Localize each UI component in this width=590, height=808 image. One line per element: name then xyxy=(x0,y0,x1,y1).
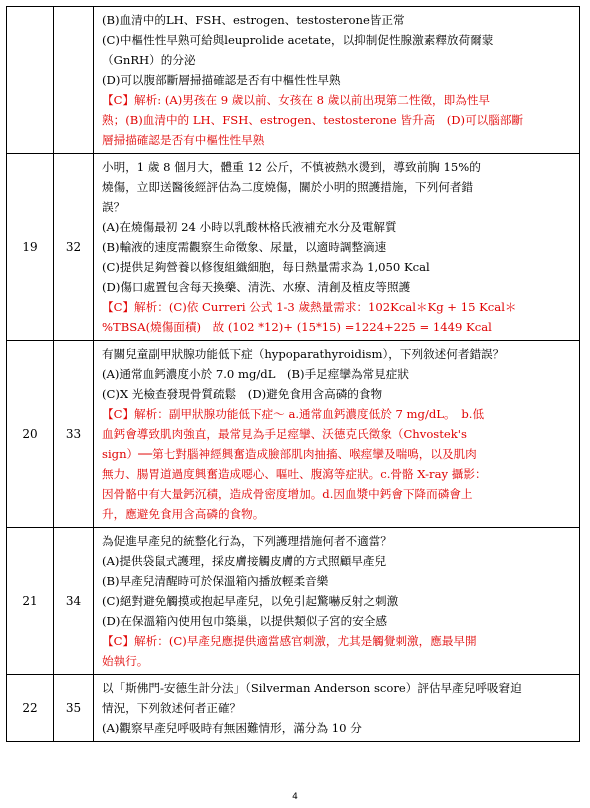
item-number-cell: 20 xyxy=(7,341,54,528)
item-number-cell: 19 xyxy=(7,154,54,341)
question-content-cell xyxy=(94,154,580,341)
question-text-line: 以「斯佛門-安德生計分法」（Silverman Anderson score）評估早產兒呼吸窘迫 xyxy=(102,681,522,695)
answer-explanation-line: 【C】解析：副甲狀腺功能低下症～ a.通常血鈣濃度低於 7 mg/dL。 b.低 xyxy=(102,407,485,421)
question-text-line: （GnRH）的分泌 xyxy=(102,53,196,67)
question-text-line: (C)絕對避免觸摸或抱起早產兒，以免引起驚嚇反射之刺激 xyxy=(102,594,399,608)
question-text-line: (C)X 光檢查發現骨質疏鬆 (D)避免食用含高磷的食物 xyxy=(102,387,383,401)
question-text-line: (B)血清中的LH、FSH、estrogen、testosterone皆正常 xyxy=(102,13,405,27)
question-text-line: (D)可以腹部斷層掃描確認是否有中樞性性早熟 xyxy=(102,73,341,87)
question-text-line: 誤？ xyxy=(102,200,126,214)
answer-explanation-line: 【C】解析: (A)男孩在 9 歲以前、女孩在 8 歲以前出現第二性徵，即為性早 xyxy=(102,93,491,107)
question-content-cell xyxy=(94,341,580,528)
answer-explanation-line: 因骨骼中有大量鈣沉積，造成骨密度增加。d.因血漿中鈣會下降而磷會上 xyxy=(102,487,473,501)
answer-explanation-line: 【C】解析：(C)早產兒應提供適當感官刺激，尤其是觸覺刺激，應最早開 xyxy=(102,634,477,648)
answer-explanation-line: sign）──第七對腦神經興奮造成臉部肌肉抽搐、喉痙攣及喘鳴，以及肌肉 xyxy=(102,447,477,461)
answer-explanation-line: 始執行。 xyxy=(102,654,149,668)
answer-explanation-line: 血鈣會導致肌肉強直，最常見為手足痙攣、沃德克氏徵象（Chvostek's xyxy=(102,427,467,441)
answer-explanation-line: 層掃描確認是否有中樞性性早熟 xyxy=(102,133,265,147)
question-text-line: (B)輸液的速度需觀察生命徵象、尿量，以適時調整滴速 xyxy=(102,240,387,254)
item-number-cell: 22 xyxy=(7,675,54,742)
question-text-line: (A)觀察早產兒呼吸時有無困難情形，滿分為 10 分 xyxy=(102,721,362,735)
question-number-cell: 33 xyxy=(54,341,94,528)
question-number-cell xyxy=(54,7,94,154)
question-table xyxy=(6,6,580,742)
answer-explanation-line: 【C】解析：(C)依 Curreri 公式 1-3 歲熱量需求：102Kcal＊Kg + 15 Kcal＊ xyxy=(102,300,517,314)
question-text-line: (A)提供袋鼠式護理，採皮膚接觸皮膚的方式照顧早產兒 xyxy=(102,554,387,568)
question-text-line: (D)在保溫箱內使用包巾築巢，以提供類似子宮的安全感 xyxy=(102,614,387,628)
question-text-line: (C)中樞性性早熟可給與leuprolide acetate，以抑制促性腺激素釋放荷爾蒙 xyxy=(102,33,494,47)
question-text-line: 有關兒童副甲狀腺功能低下症（hypoparathyroidism），下列敘述何者錯誤？ xyxy=(102,347,505,361)
question-row xyxy=(7,528,580,675)
question-text-line: (A)通常血鈣濃度小於 7.0 mg/dL (B)手足痙攣為常見症狀 xyxy=(102,367,409,381)
question-number-cell: 35 xyxy=(54,675,94,742)
question-row xyxy=(7,154,580,341)
question-table-body xyxy=(7,7,580,742)
question-text-line: (B)早產兒清醒時可於保溫箱內播放輕柔音樂 xyxy=(102,574,329,588)
page-number: 4 xyxy=(292,792,298,802)
item-number-cell xyxy=(7,7,54,154)
question-row xyxy=(7,7,580,154)
answer-explanation-line: 熟；(B)血清中的 LH、FSH、estrogen、testosterone 皆升高 (D)可以腦部斷 xyxy=(102,113,524,127)
question-content-cell xyxy=(94,675,580,742)
question-text-line: 情況，下列敘述何者正確？ xyxy=(102,701,242,715)
question-row xyxy=(7,675,580,742)
question-content-cell xyxy=(94,7,580,154)
item-number-cell: 21 xyxy=(7,528,54,675)
answer-explanation-line: %TBSA(燒傷面積) 故 (102 *12)+ (15*15) =1224+225 = 1449 Kcal xyxy=(102,320,492,334)
question-text-line: (A)在燒傷最初 24 小時以乳酸林格氏液補充水分及電解質 xyxy=(102,220,397,234)
question-content-cell xyxy=(94,528,580,675)
answer-explanation-line: 無力、腸胃道過度興奮造成噁心、嘔吐、腹瀉等症狀。c.骨骼 X-ray 攝影： xyxy=(102,467,487,481)
question-row xyxy=(7,341,580,528)
question-text-line: 燒傷，立即送醫後經評估為二度燒傷，關於小明的照護措施，下列何者錯 xyxy=(102,180,474,194)
question-text-line: 小明，1 歲 8 個月大，體重 12 公斤，不慎被熱水燙到，導致前胸 15%的 xyxy=(102,160,481,174)
question-text-line: 為促進早產兒的統整化行為，下列護理措施何者不適當？ xyxy=(102,534,392,548)
question-text-line: (D)傷口處置包含每天換藥、清洗、水療、清創及植皮等照護 xyxy=(102,280,411,294)
question-text-line: (C)提供足夠營養以修復組織細胞，每日熱量需求為 1,050 Kcal xyxy=(102,260,430,274)
question-number-cell: 32 xyxy=(54,154,94,341)
answer-explanation-line: 升，應避免食用含高磷的食物。 xyxy=(102,507,265,521)
question-number-cell: 34 xyxy=(54,528,94,675)
